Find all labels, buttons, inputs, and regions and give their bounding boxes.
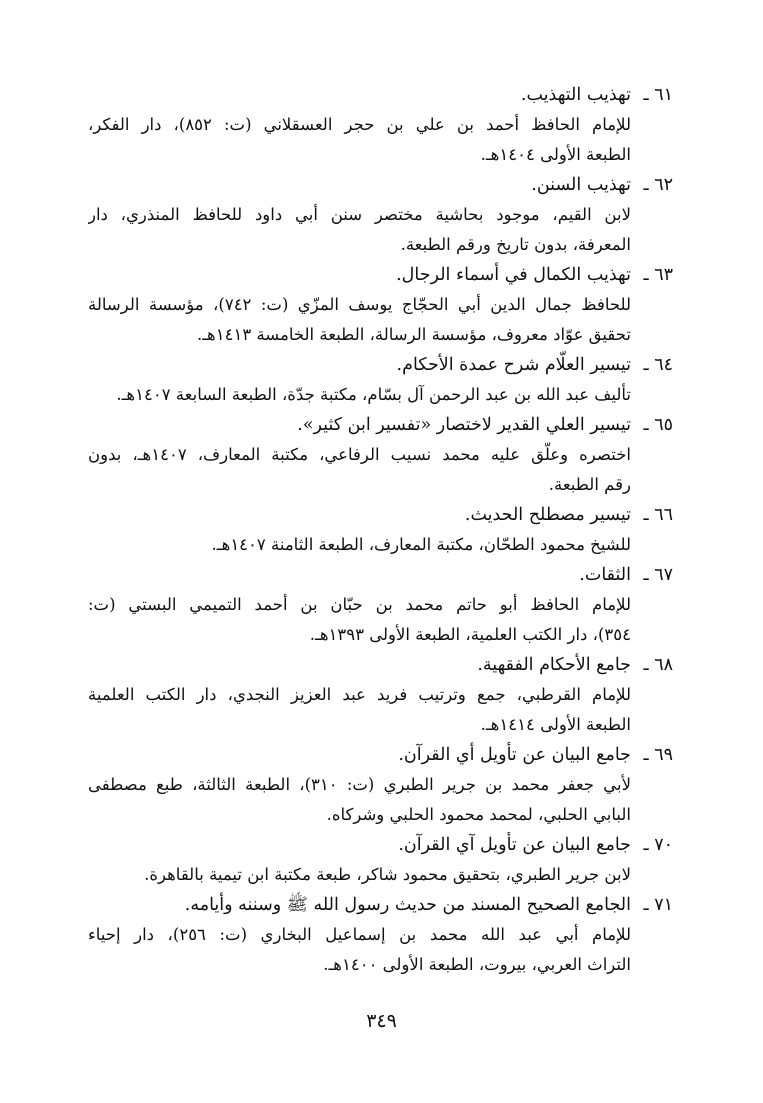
entry-number: ٦١ ـ [643, 85, 673, 105]
bibliography-entry [88, 500, 673, 560]
entry-description [88, 530, 673, 560]
entry-description [88, 770, 673, 830]
bibliography-entry [88, 260, 673, 350]
entry-description-line: للحافظ جمال الدين أبي الحجّاج يوسف المزّي (ت: ٧٤٢)، مؤسسة الرسالة [88, 295, 631, 314]
entry-number: ٦٢ ـ [643, 175, 673, 195]
entry-title: الثقات. [579, 565, 631, 585]
entry-description [88, 590, 673, 650]
entry-title: جامع البيان عن تأويل آي القرآن. [398, 835, 631, 855]
bibliography-entry [88, 170, 673, 260]
entry-description-line: للإمام أبي عبد الله محمد بن إسماعيل البخاري (ت: ٢٥٦)، دار إحياء [88, 925, 631, 944]
entry-title-line [88, 830, 673, 860]
entry-description-line: للإمام الحافظ أبو حاتم محمد بن حبّان بن أحمد التميمي البستي (ت: [88, 595, 631, 614]
entry-title-line [88, 80, 673, 110]
entry-description [88, 860, 673, 890]
entry-description [88, 440, 673, 500]
entry-number: ٧٠ ـ [643, 835, 673, 855]
bibliography-entry [88, 80, 673, 170]
entry-title-line [88, 500, 673, 530]
entry-description-line: المعرفة، بدون تاريخ ورقم الطبعة. [400, 235, 631, 254]
entry-title: تهذيب السنن. [531, 175, 631, 195]
entry-description [88, 920, 673, 980]
entry-description [88, 380, 673, 410]
entry-number: ٦٧ ـ [643, 565, 673, 585]
entry-title: تهذيب الكمال في أسماء الرجال. [396, 265, 631, 285]
bibliography-entry [88, 410, 673, 500]
entry-description-line: الطبعة الأولى ١٤١٤هـ. [480, 715, 631, 734]
entry-description [88, 200, 673, 260]
entry-number: ٦٣ ـ [643, 265, 673, 285]
bibliography-list [88, 80, 673, 980]
entry-title-line [88, 890, 673, 920]
entry-title-line [88, 650, 673, 680]
entry-description-line: الطبعة الأولى ١٤٠٤هـ. [480, 145, 631, 164]
entry-title: جامع الأحكام الفقهية. [477, 655, 631, 675]
entry-number: ٦٨ ـ [643, 655, 673, 675]
entry-title: تهذيب التهذيب. [520, 85, 631, 105]
entry-title: تيسير العلّام شرح عمدة الأحكام. [396, 355, 631, 375]
entry-description-line: لابن جرير الطبري، بتحقيق محمود شاكر، طبعة مكتبة ابن تيمية بالقاهرة. [144, 865, 631, 884]
entry-description-line: للإمام القرطبي، جمع وترتيب فريد عبد العزيز النجدي، دار الكتب العلمية [88, 685, 631, 704]
page-number: ٣٤٩ [366, 1010, 397, 1032]
entry-description [88, 290, 673, 350]
entry-description-line: التراث العربي، بيروت، الطبعة الأولى ١٤٠٠هـ. [323, 955, 631, 974]
entry-description-line: البابي الحلبي، لمحمد محمود الحلبي وشركاه. [326, 805, 631, 824]
entry-title-line [88, 170, 673, 200]
entry-description-line: للإمام الحافظ أحمد بن علي بن حجر العسقلاني (ت: ٨٥٢)، دار الفكر، [88, 115, 631, 134]
entry-description-line: ٣٥٤)، دار الكتب العلمية، الطبعة الأولى ١٣٩٣هـ. [309, 625, 631, 644]
entry-description [88, 110, 673, 170]
entry-description-line: للشيخ محمود الطحّان، مكتبة المعارف، الطبعة الثامنة ١٤٠٧هـ. [211, 535, 631, 554]
entry-number: ٦٥ ـ [643, 415, 673, 435]
entry-description-line: تحقيق عوّاد معروف، مؤسسة الرسالة، الطبعة الخامسة ١٤١٣هـ. [196, 325, 631, 344]
entry-title-line [88, 350, 673, 380]
entry-title-line [88, 560, 673, 590]
entry-title: تيسير مصطلح الحديث. [464, 505, 631, 525]
entry-title-line [88, 740, 673, 770]
entry-number: ٦٩ ـ [643, 745, 673, 765]
entry-description-line: لأبي جعفر محمد بن جرير الطبري (ت: ٣١٠)، الطبعة الثالثة، طبع مصطفى [88, 775, 631, 794]
entry-number: ٦٦ ـ [643, 505, 673, 525]
bibliography-entry [88, 740, 673, 830]
bibliography-entry [88, 560, 673, 650]
entry-description-line: تأليف عبد الله بن عبد الرحمن آل بسّام، مكتبة جدّة، الطبعة السابعة ١٤٠٧هـ. [116, 385, 631, 404]
bibliography-entry [88, 890, 673, 980]
bibliography-entry [88, 350, 673, 410]
entry-description-line: لابن القيم، موجود بحاشية مختصر سنن أبي داود للحافظ المنذري، دار [88, 205, 631, 224]
entry-title-line [88, 260, 673, 290]
entry-description-line: رقم الطبعة. [548, 475, 631, 494]
entry-number: ٧١ ـ [643, 895, 673, 915]
bibliography-entry [88, 830, 673, 890]
entry-description-line: اختصره وعلّق عليه محمد نسيب الرفاعي، مكتبة المعارف، ١٤٠٧هـ، بدون [88, 445, 631, 464]
entry-title: جامع البيان عن تأويل أي القرآن. [398, 745, 631, 765]
entry-number: ٦٤ ـ [643, 355, 673, 375]
entry-description [88, 680, 673, 740]
entry-title: الجامع الصحيح المسند من حديث رسول الله ﷺ وسننه وأيامه. [184, 895, 631, 915]
bibliography-entry [88, 650, 673, 740]
entry-title: تيسير العلي القدير لاختصار «تفسير ابن كثير». [297, 415, 631, 435]
entry-title-line [88, 410, 673, 440]
